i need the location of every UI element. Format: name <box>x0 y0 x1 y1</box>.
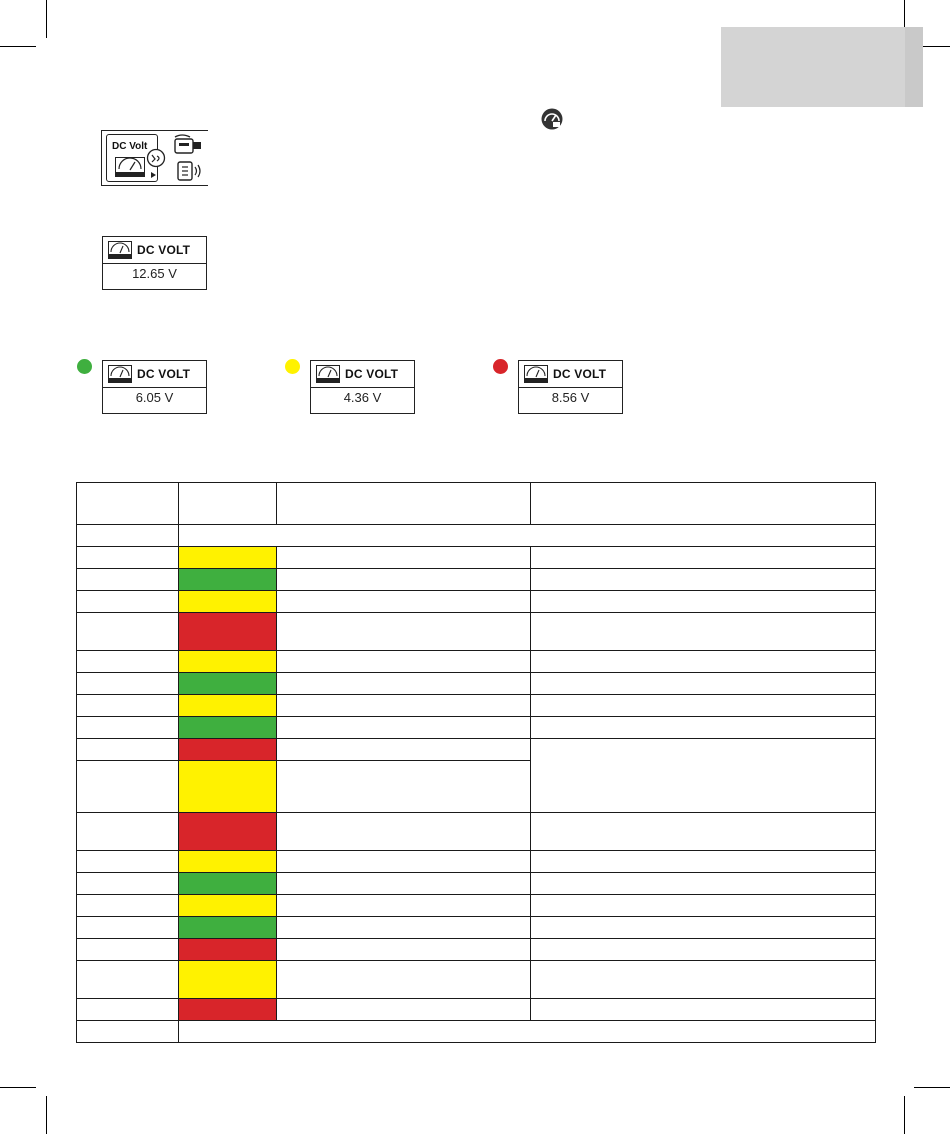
battery-check-icon <box>146 147 166 169</box>
table-row <box>77 613 876 651</box>
table-row <box>77 525 876 547</box>
dc-volt-readout-green <box>102 360 207 414</box>
table-row <box>77 547 876 569</box>
crop-mark <box>0 1087 36 1088</box>
readout-value: 12.65 V <box>132 266 177 281</box>
dc-volt-readout-main <box>102 236 207 290</box>
dc-volt-readout-yellow <box>310 360 415 414</box>
table-row <box>77 999 876 1021</box>
starter-motor-icon <box>172 133 204 157</box>
table-row <box>77 717 876 739</box>
readout-title: DC VOLT <box>345 367 399 381</box>
table-row <box>77 695 876 717</box>
readout-value: 4.36 V <box>343 390 382 405</box>
table-row <box>77 961 876 999</box>
meter-gauge-icon <box>115 157 145 177</box>
alternator-icon <box>174 159 206 183</box>
gauge-badge-icon <box>541 108 563 130</box>
crop-mark <box>904 1096 905 1134</box>
voltage-reference-table <box>76 482 876 1043</box>
meter-gauge-icon <box>108 365 132 383</box>
status-dot-green <box>77 359 92 374</box>
table-row <box>77 591 876 613</box>
table-row <box>77 813 876 851</box>
chapter-tab <box>721 27 923 107</box>
dc-volt-readout-red <box>518 360 623 414</box>
readout-value: 8.56 V <box>551 390 590 405</box>
table-header-row <box>77 483 876 525</box>
readout-title: DC VOLT <box>137 243 191 257</box>
dc-volt-menu-label: DC Volt <box>112 141 148 152</box>
table-row <box>77 851 876 873</box>
table-row <box>77 739 876 761</box>
table-row <box>77 569 876 591</box>
readout-value: 6.05 V <box>135 390 174 405</box>
status-dot-red <box>493 359 508 374</box>
arrow-right-icon <box>151 172 156 178</box>
crop-mark <box>46 0 47 38</box>
table-row <box>77 917 876 939</box>
table-row <box>77 1021 876 1043</box>
meter-gauge-icon <box>524 365 548 383</box>
table-row <box>77 673 876 695</box>
table-row <box>77 873 876 895</box>
crop-mark <box>0 46 36 47</box>
table-row <box>77 939 876 961</box>
meter-gauge-icon <box>108 241 132 259</box>
crop-mark <box>46 1096 47 1134</box>
crop-mark <box>914 1087 950 1088</box>
dc-volt-menu-tile[interactable] <box>101 130 208 186</box>
table-row <box>77 651 876 673</box>
readout-title: DC VOLT <box>137 367 191 381</box>
status-dot-yellow <box>285 359 300 374</box>
meter-gauge-icon <box>316 365 340 383</box>
readout-title: DC VOLT <box>553 367 607 381</box>
table-row <box>77 895 876 917</box>
